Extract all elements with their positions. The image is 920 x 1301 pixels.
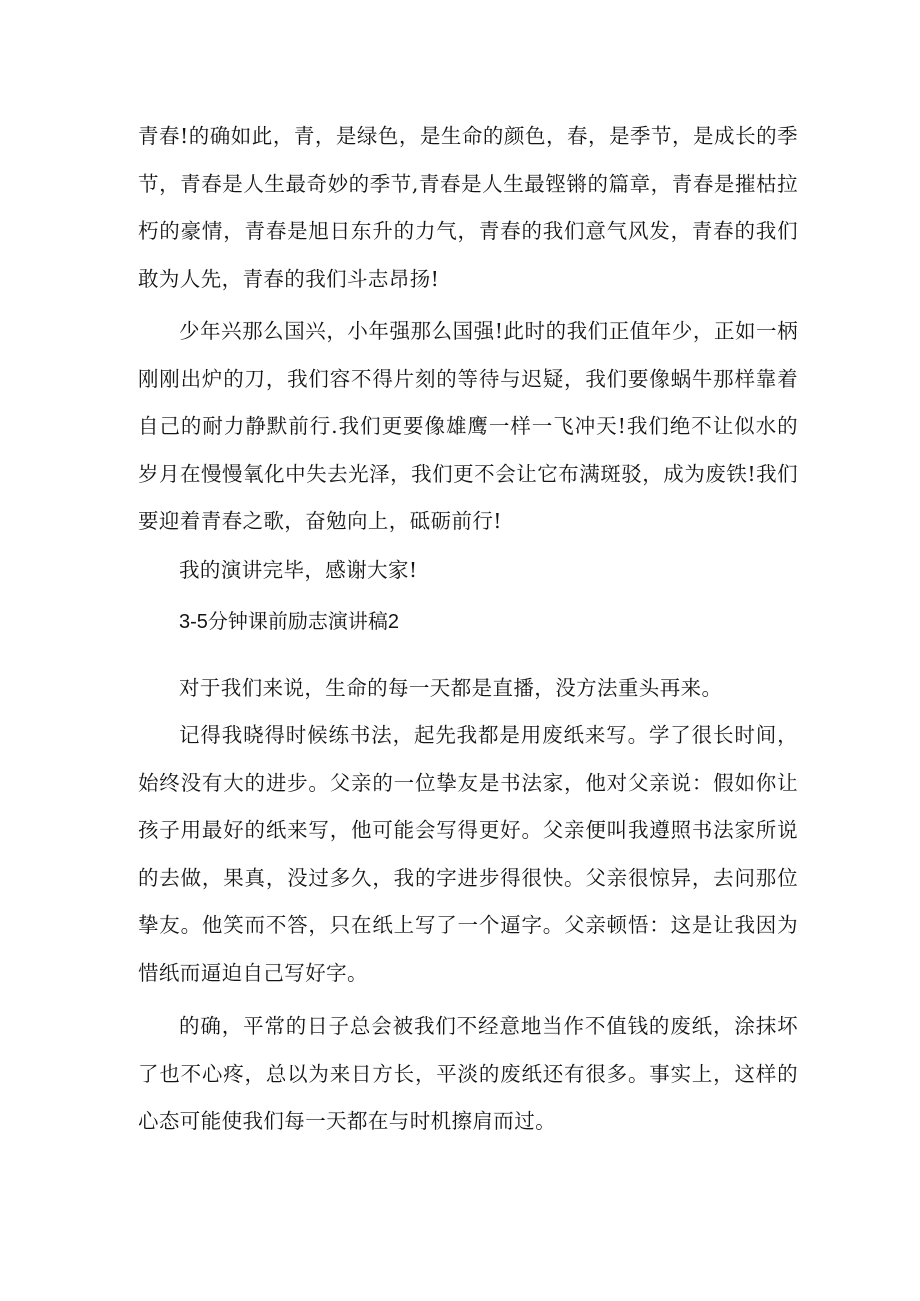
paragraph-closing-thanks: 我的演讲完毕，感谢大家! [179, 558, 418, 582]
paragraph-life-live: 对于我们来说，生命的每一天都是直播，没方法重头再来。 [179, 676, 723, 700]
paragraph-youth-strength: 少年兴那么国兴，小年强那么国强!此时的我们正值年少，正如一柄刚刚出炉的刀，我们容不得片刻的等待与迟疑，我们要像蜗牛那样靠着自己的耐力静默前行.我们更要像雄鹰一样一飞冲天!我们绝不让似水的岁月在慢慢氧化中失去光泽，我们更不会让它布满斑驳，成为废铁!我们要迎着青春之歌，奋勉向上，砥砺前行! [138, 319, 798, 533]
paragraph-calligraphy-story: 记得我晓得时候练书法，起先我都是用废纸来写。学了很长时间，始终没有大的进步。父亲的一位挚友是书法家，他对父亲说：假如你让孩子用最好的纸来写，他可能会写得更好。父亲便叫我遵照书法家所说的去做，果真，没过多久，我的字进步得很快。父亲很惊异，去问那位挚友。他笑而不答，只在纸上写了一个逼字。父亲顿悟：这是让我因为惜纸而逼迫自己写好字。 [138, 723, 798, 985]
paragraph-youth-definition: 青春!的确如此，青，是绿色，是生命的颜色，春，是季节，是成长的季节，青春是人生最奇妙的季节,青春是人生最铿锵的篇章，青春是摧枯拉朽的豪情，青春是旭日东升的力气，青春的我们意气风发，青春的我们敢为人先，青春的我们斗志昂扬! [138, 124, 798, 291]
paragraph-ordinary-days: 的确，平常的日子总会被我们不经意地当作不值钱的废纸，涂抹坏了也不心疼，总以为来日方长，平淡的废纸还有很多。事实上，这样的心态可能使我们每一天都在与时机擦肩而过。 [138, 1014, 798, 1133]
section-heading: 3-5分钟课前励志演讲稿2 [179, 611, 400, 633]
